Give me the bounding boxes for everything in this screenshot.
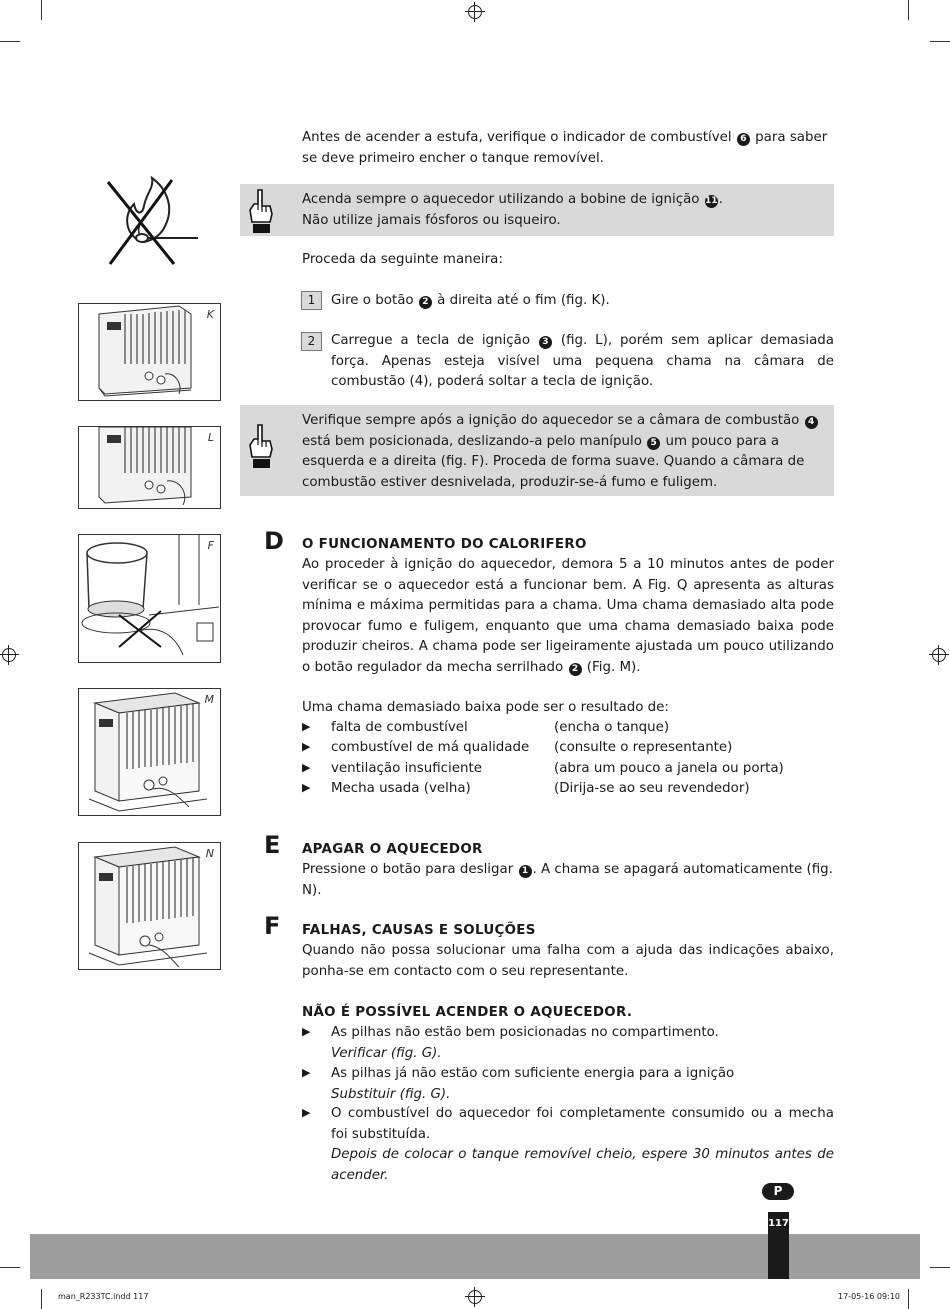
figure-label: M [204,693,214,706]
bullet-arrow-icon: ▶ [302,1066,311,1079]
section-title: FALHAS, CAUSAS E SOLUÇÕES [302,923,536,938]
section-body: Quando não possa solucionar uma falha com a ajuda das indicações abaixo, ponha-se em contacto com o seu representante. [302,943,834,979]
step-text: Gire o botão 2 à direita até o fim (fig. K). [331,293,610,308]
registration-mark-icon [2,648,16,662]
heater-illustration [79,689,220,815]
figure-m [78,688,221,816]
figure-label: N [205,847,214,860]
cause-text: ventilação insuficiente [331,761,482,776]
cause-text: Mecha usada (velha) [331,781,471,796]
registration-mark-icon [468,1290,482,1304]
print-slug-date: 17-05-16 09:10 [838,1292,900,1301]
print-slug-file: man_R233TC.indd 117 [58,1292,149,1301]
figure-label: F [207,539,214,552]
crop-mark [930,41,950,42]
bullet-arrow-icon: ▶ [302,1025,311,1038]
pointing-hand-icon [248,188,274,234]
figure-f [78,534,221,663]
crop-mark [0,41,20,42]
fault-item: O combustível do aquecedor foi completamente consumido ou a mecha foi substituída. Depois de colocar o tanque removível cheio, espere 30 minutos antes de acender. [331,1106,834,1183]
reference-number: 2 [419,296,432,309]
reference-number: 3 [539,336,552,349]
language-badge: P [762,1183,794,1200]
remedy-text: (consulte o representante) [554,740,733,755]
cause-text: combustível de má qualidade [331,740,530,755]
pointing-hand-icon [248,423,274,469]
page-number: 117 [768,1218,789,1229]
section-title: APAGAR O AQUECEDOR [302,842,483,857]
cause-text: falta de combustível [331,720,468,735]
reference-number: 5 [647,437,660,450]
reference-number: 6 [737,133,750,146]
crop-mark [930,1267,950,1268]
crop-mark [41,1289,42,1309]
registration-mark-icon [468,5,482,19]
combustion-chamber-illustration [79,535,220,662]
step-number: 2 [301,332,322,351]
figure-n [78,842,221,970]
registration-mark-icon [932,648,946,662]
crop-mark [41,0,42,20]
section-body: Pressione o botão para desligar 1 . A chama se apagará automaticamente (fig. N). [302,862,833,898]
section-title: O FUNCIONAMENTO DO CALORIFERO [302,537,587,552]
heater-illustration [79,304,220,400]
crop-mark [908,1289,909,1309]
heater-illustration [79,427,220,508]
bullet-arrow-icon: ▶ [302,1106,311,1119]
figure-k [78,303,221,401]
crop-mark [0,1267,20,1268]
figure-label: K [206,308,214,321]
remedy-text: (Dirija-se ao seu revendedor) [554,781,750,796]
reference-number: 11 [704,196,718,206]
section-body: Ao proceder à ignição do aquecedor, demora 5 a 10 minutos antes de poder verificar se o aquecedor está a funcionar bem. A Fig. Q apresenta as alturas mínima e máxima permitidas para a chama. Uma chama demasiado alta pode provocar fumo e fuligem, enquanto que uma chama demasiado baixa pode produzir cheiros. A chama pode ser ligeiramente ajustada um pouco utilizando o botão regulador da mecha serrilhado 2 (Fig. M). [302,557,834,675]
reference-number: 4 [805,416,818,429]
fault-item: As pilhas já não estão com suficiente energia para a ignição Substituir (fig. G). [331,1066,735,1102]
reference-number: 2 [569,663,582,676]
procedure-intro: Proceda da seguinte maneira: [302,252,503,267]
heater-illustration [79,843,220,969]
warning-note: Acenda sempre o aquecedor utilizando a bobine de ignição 11. Não utilize jamais fósforos ou isqueiro. [240,184,834,236]
bullet-arrow-icon: ▶ [302,781,311,794]
bullet-arrow-icon: ▶ [302,720,311,733]
fault-item: As pilhas não estão bem posicionadas no compartimento. Verificar (fig. G). [331,1025,719,1061]
warning-note: Verifique sempre após a ignição do aquecedor se a câmara de combustão 4 está bem posicionada, deslizando-a pelo manípulo 5 um pouco para a esquerda e a direita (fig. F). Proceda de forma suave. Quando a câmara de combustão estiver desnivelada, produzir-se-á fumo e fuligem. [240,405,834,496]
step-number: 1 [301,291,322,310]
section-letter: F [264,912,281,940]
section-letter: D [264,527,284,555]
remedy-text: (abra um pouco a janela ou porta) [554,761,784,776]
step-text: Carregue a tecla de ignição 3 (fig. L), porém sem aplicar demasiada força. Apenas esteja visível uma pequena chama na câmara de combustão (4), poderá soltar a tecla de ignição. [331,333,834,389]
crop-mark [908,0,909,20]
reference-number: 1 [519,865,532,878]
bullet-arrow-icon: ▶ [302,740,311,753]
low-flame-intro: Uma chama demasiado baixa pode ser o resultado de: [302,700,669,715]
figure-l [78,426,221,509]
no-matches-icon [104,176,200,268]
bullet-arrow-icon: ▶ [302,761,311,774]
section-letter: E [264,831,281,859]
section-subtitle: NÃO É POSSÍVEL ACENDER O AQUECEDOR. [302,1005,633,1020]
remedy-text: (encha o tanque) [554,720,670,735]
figure-label: L [207,431,214,444]
intro-paragraph: Antes de acender a estufa, verifique o indicador de combustível 6 para saber se deve primeiro encher o tanque removível. [302,130,828,166]
